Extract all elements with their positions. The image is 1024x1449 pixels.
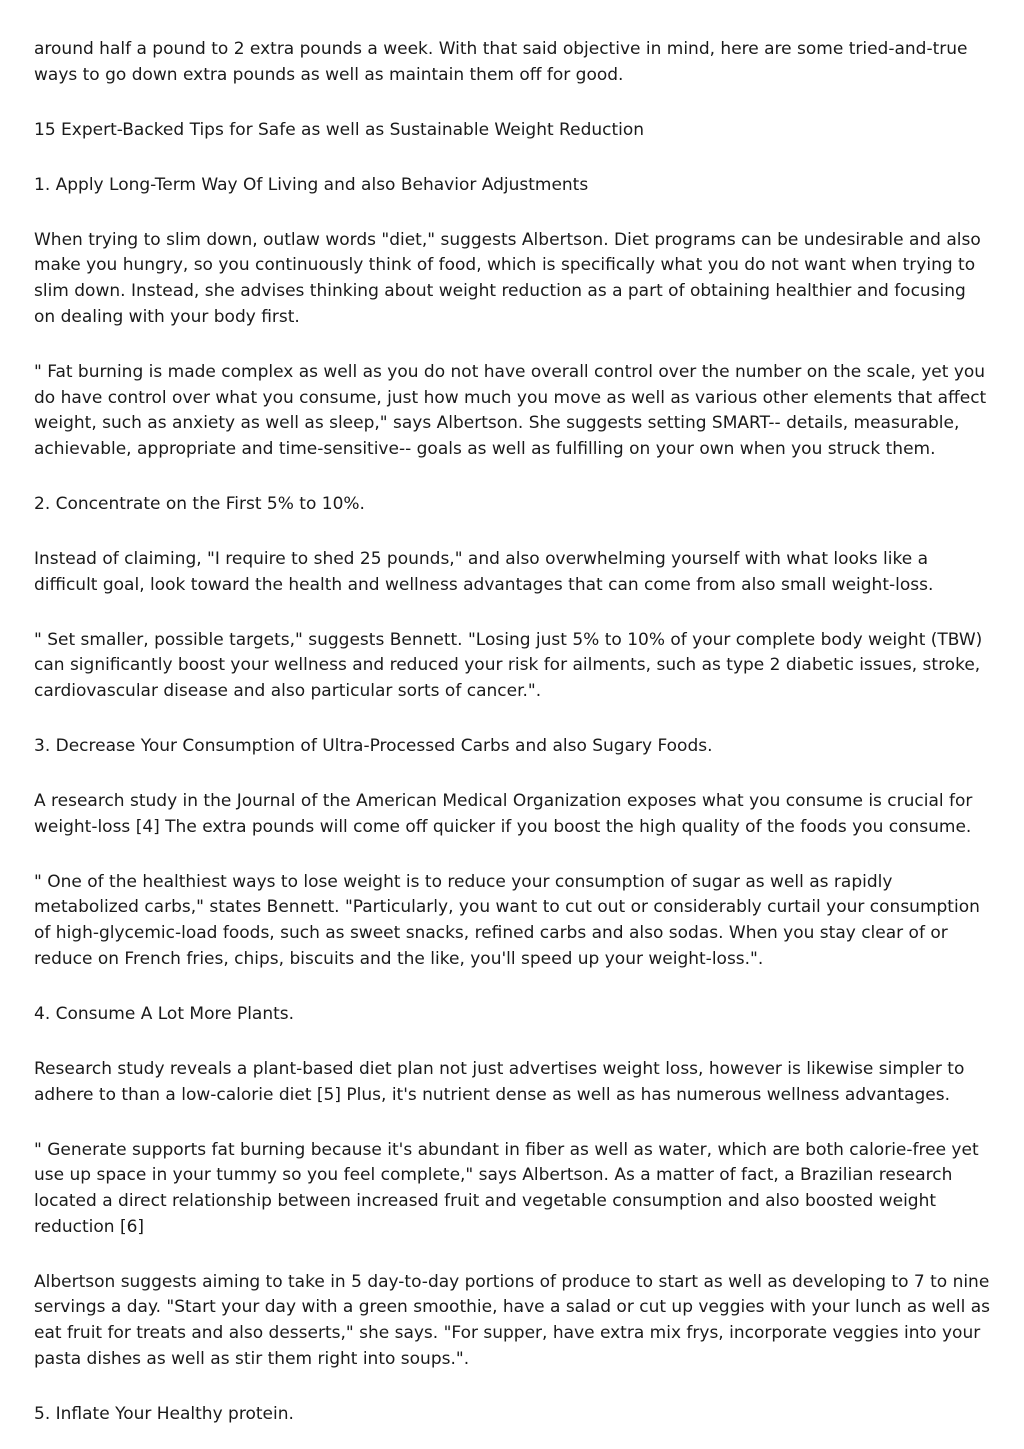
- tip-heading-4: 4. Consume A Lot More Plants.: [34, 1003, 295, 1024]
- paragraph: Instead of claiming, "I require to shed 25 pounds," and also overwhelming yourself with what looks like a difficult goal, look toward the health and wellness advantages that can come from also small weight-loss.: [34, 548, 934, 595]
- tip-heading-3: 3. Decrease Your Consumption of Ultra-Processed Carbs and also Sugary Foods.: [34, 736, 713, 757]
- paragraph: " Fat burning is made complex as well as you do not have overall control over the number on the scale, yet you do have control over what you consume, just how much you move as well as various other elements that affect weight, such as anxiety as well as sleep," says Albertson. She suggests setting SMART-- details, measurable, achievable, appropriate and time-sensitive-- goals as well as fulfilling on your own when you struck them.: [34, 361, 987, 459]
- paragraph: " Generate supports fat burning because it's abundant in fiber as well as water, which are both calorie-free yet use up space in your tummy so you feel complete," says Albertson. As a matter of fact, a Brazilian research located a direct relationship between increased fruit and vegetable consumption and also boosted weight reduction [6]: [34, 1139, 979, 1237]
- paragraph: A research study in the Journal of the American Medical Organization exposes what you consume is crucial for weight-loss [4] The extra pounds will come off quicker if you boost the high quality of the foods you consume.: [34, 791, 973, 837]
- paragraph: " Set smaller, possible targets," suggests Bennett. "Losing just 5% to 10% of your complete body weight (TBW) can significantly boost your wellness and reduced your risk for ailments, such as type 2 diabetic issues, stroke, cardiovascular disease and also particular sorts of cancer.".: [34, 629, 983, 702]
- paragraph: Research study reveals a plant-based diet plan not just advertises weight loss, however is likewise simpler to adhere to than a low-calorie diet [5] Plus, it's nutrient dense as well as has numerous wellness advantages.: [34, 1058, 965, 1105]
- paragraph-intro-continuation: around half a pound to 2 extra pounds a week. With that said objective in mind, here are some tried-and-true ways to go down extra pounds as well as maintain them off for good.: [34, 39, 968, 85]
- article-subheading: 15 Expert-Backed Tips for Safe as well as Sustainable Weight Reduction: [34, 119, 645, 140]
- paragraph: Albertson suggests aiming to take in 5 day-to-day portions of produce to start as well as developing to 7 to nine servings a day. "Start your day with a green smoothie, have a salad or cut up veggies with your lunch as well as eat fruit for treats and also desserts," she says. "For supper, have extra mix frys, incorporate veggies into your pasta dishes as well as stir them right into soups.".: [34, 1271, 990, 1369]
- paragraph: When trying to slim down, outlaw words "diet," suggests Albertson. Diet programs can be undesirable and also make you hungry, so you continuously think of food, which is specifically what you do not want when trying to slim down. Instead, she advises thinking about weight reduction as a part of obtaining healthier and focusing on dealing with your body first.: [34, 229, 981, 327]
- tip-heading-1: 1. Apply Long-Term Way Of Living and also Behavior Adjustments: [34, 174, 589, 195]
- paragraph: " One of the healthiest ways to lose weight is to reduce your consumption of sugar as well as rapidly metabolized carbs," states Bennett. "Particularly, you want to cut out or considerably curtail your consumption of high-glycemic-load foods, such as sweet snacks, refined carbs and also sodas. When you stay clear of or reduce on French fries, chips, biscuits and the like, you'll speed up your weight-loss.".: [34, 871, 980, 969]
- tip-heading-5: 5. Inflate Your Healthy protein.: [34, 1403, 294, 1424]
- tip-heading-2: 2. Concentrate on the First 5% to 10%.: [34, 493, 365, 514]
